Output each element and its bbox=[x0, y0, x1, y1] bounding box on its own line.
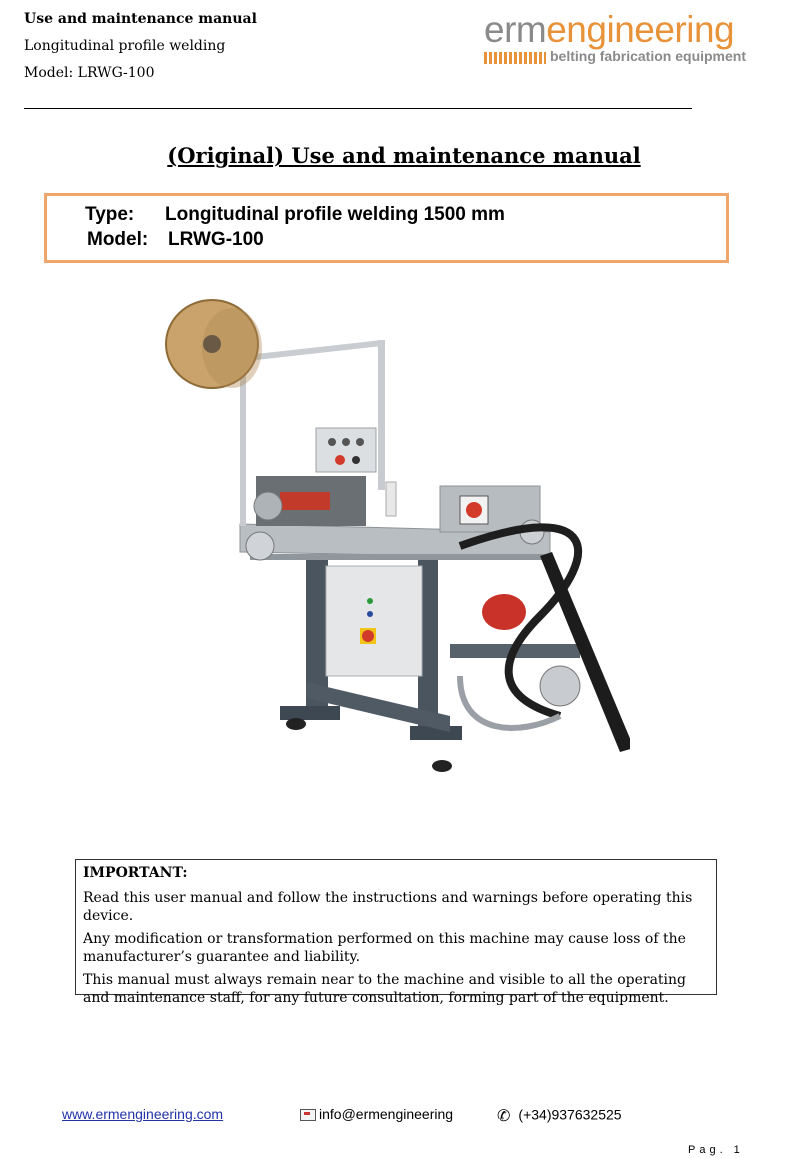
important-paragraph: Any modification or transformation performed on this machine may cause loss of the manufacturer’s guarantee and liability. bbox=[83, 931, 686, 965]
logo-tagline: belting fabrication equipment bbox=[550, 48, 747, 64]
frame-upright bbox=[378, 340, 385, 490]
control-knob bbox=[356, 438, 364, 446]
pressure-roller bbox=[254, 492, 282, 520]
beam-rail bbox=[250, 554, 550, 560]
tank-bottle bbox=[386, 482, 396, 516]
footer-phone-text: (+34)937632525 bbox=[518, 1106, 622, 1123]
machine-foot-left bbox=[280, 706, 340, 720]
important-paragraph: Read this user manual and follow the instructions and warnings before operating this device. bbox=[83, 890, 693, 924]
machine-wheel bbox=[286, 718, 306, 730]
machine-photo bbox=[160, 296, 630, 780]
page-title: (Original) Use and maintenance manual bbox=[167, 143, 641, 168]
logo-erm: erm bbox=[484, 9, 547, 50]
header-divider bbox=[24, 108, 692, 109]
main-switch bbox=[362, 630, 374, 642]
logo-stripes bbox=[484, 52, 546, 64]
control-panel bbox=[316, 428, 376, 472]
company-logo bbox=[484, 8, 746, 64]
footer-phone bbox=[497, 1106, 622, 1126]
hot-air-gun bbox=[280, 492, 330, 510]
cabinet-green-light bbox=[367, 598, 373, 604]
model-value: LRWG-100 bbox=[168, 229, 264, 250]
guide-wheel bbox=[246, 532, 274, 560]
page-number: Pag. 1 bbox=[688, 1144, 744, 1156]
spool-side bbox=[202, 308, 262, 388]
frame-top-rail bbox=[256, 340, 382, 360]
important-notice bbox=[75, 859, 717, 1006]
blower-motor bbox=[482, 594, 526, 630]
phone-icon: ✆ bbox=[497, 1108, 511, 1125]
cutter-hub bbox=[466, 502, 482, 518]
control-knob bbox=[342, 438, 350, 446]
machine-wheel bbox=[432, 760, 452, 772]
footer-email bbox=[300, 1106, 453, 1122]
belt-pulley bbox=[540, 666, 580, 706]
electrical-cabinet bbox=[326, 566, 422, 676]
important-heading: IMPORTANT: bbox=[83, 865, 188, 881]
type-label: Type: bbox=[85, 204, 135, 225]
emergency-stop-button bbox=[335, 455, 345, 465]
header-doc-model: Model: LRWG-100 bbox=[24, 65, 155, 81]
footer-website-link[interactable]: www.ermengineering.com bbox=[62, 1106, 224, 1122]
type-value: Longitudinal profile welding 1500 mm bbox=[165, 204, 505, 225]
header-doc-subtitle: Longitudinal profile welding bbox=[24, 38, 226, 54]
cabinet-blue-light bbox=[367, 611, 373, 617]
logo-wordmark bbox=[484, 8, 734, 52]
control-knob bbox=[328, 438, 336, 446]
header-doc-title: Use and maintenance manual bbox=[24, 11, 257, 27]
type-model-box bbox=[44, 193, 729, 263]
logo-engineering: engineering bbox=[546, 9, 735, 50]
control-knob bbox=[352, 456, 360, 464]
important-paragraph: This manual must always remain near to the machine and visible to all the operating and maintenance staff, for any future consultation, forming part of the equipment. bbox=[83, 972, 687, 1006]
footer-email-text: info@ermengineering bbox=[319, 1106, 454, 1122]
mail-icon bbox=[300, 1109, 316, 1121]
model-label: Model: bbox=[87, 229, 149, 250]
